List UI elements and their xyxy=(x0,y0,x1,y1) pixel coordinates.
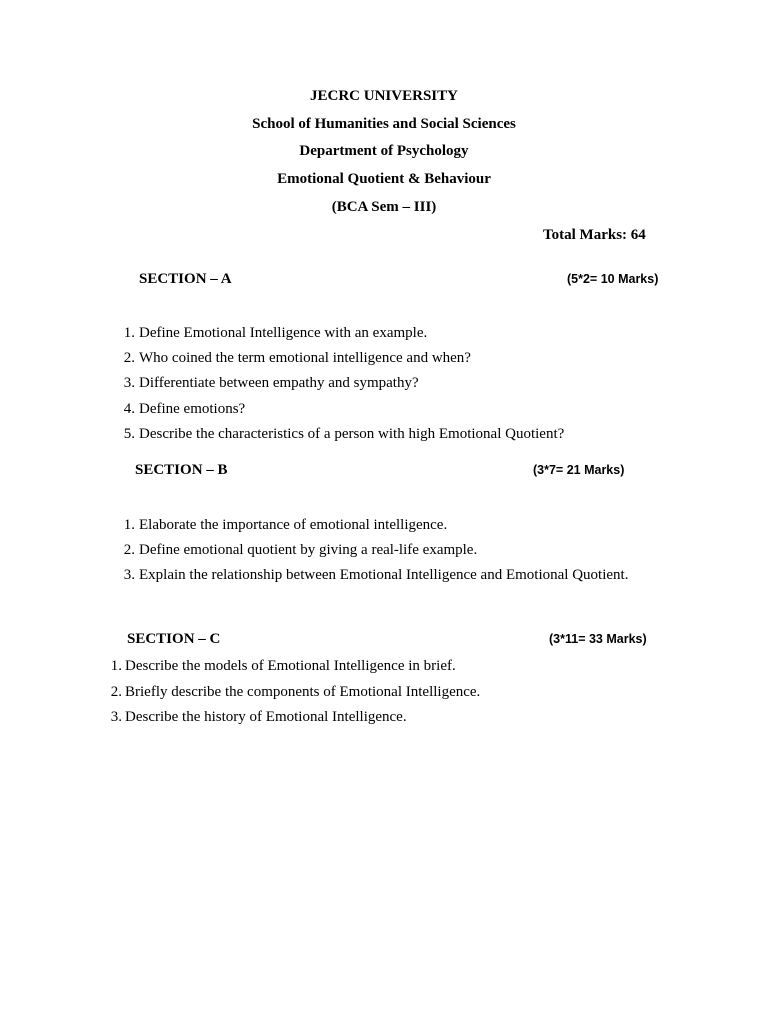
question-text: Who coined the term emotional intelligence and when? xyxy=(139,350,471,367)
section-c-questions xyxy=(102,654,722,731)
university-name: JECRC UNIVERSITY xyxy=(310,88,458,104)
question-item xyxy=(115,513,735,538)
question-text: Describe the characteristics of a person with high Emotional Quotient? xyxy=(139,425,565,442)
question-item xyxy=(115,371,715,396)
section-a-questions xyxy=(115,321,715,447)
question-item xyxy=(115,346,715,371)
question-number: 1. xyxy=(123,325,135,341)
section-b-title: SECTION – B xyxy=(135,462,228,478)
department-name: Department of Psychology xyxy=(299,143,469,159)
question-number: 1. xyxy=(110,658,122,674)
question-text: Define Emotional Intelligence with an example. xyxy=(139,325,428,341)
section-b-questions xyxy=(115,513,735,589)
question-number: 4. xyxy=(123,400,135,417)
question-text: Define emotional quotient by giving a real-life example. xyxy=(139,542,478,559)
question-number: 2. xyxy=(123,350,135,367)
question-number: 1. xyxy=(123,517,135,533)
total-marks: Total Marks: 64 xyxy=(543,227,646,243)
question-item xyxy=(115,397,715,422)
question-item xyxy=(102,705,722,731)
question-number: 5. xyxy=(123,425,135,442)
question-number: 3. xyxy=(110,709,122,725)
question-item xyxy=(102,680,722,706)
section-b-marks: (3*7= 21 Marks) xyxy=(533,463,625,477)
question-text: Differentiate between empathy and sympathy? xyxy=(139,375,419,392)
question-item xyxy=(115,563,735,588)
question-text: Briefly describe the components of Emotional Intelligence. xyxy=(125,683,481,700)
question-item xyxy=(102,654,722,680)
question-text: Describe the models of Emotional Intelligence in brief. xyxy=(125,658,456,674)
section-a-marks: (5*2= 10 Marks) xyxy=(567,272,659,286)
section-a-title: SECTION – A xyxy=(139,271,232,287)
question-number: 3. xyxy=(123,375,135,392)
course-title: Emotional Quotient & Behaviour xyxy=(277,171,491,187)
question-item xyxy=(115,321,715,346)
section-c-title: SECTION – C xyxy=(127,631,221,647)
school-name: School of Humanities and Social Sciences xyxy=(252,116,516,132)
question-number: 2. xyxy=(110,683,122,700)
question-item xyxy=(115,538,735,563)
program-name: (BCA Sem – III) xyxy=(331,199,437,215)
question-number: 2. xyxy=(123,542,135,559)
question-item xyxy=(115,422,715,447)
question-text: Describe the history of Emotional Intelligence. xyxy=(125,709,407,725)
question-text: Explain the relationship between Emotional Intelligence and Emotional Quotient. xyxy=(139,567,629,584)
question-text: Define emotions? xyxy=(139,400,246,417)
section-c-marks: (3*11= 33 Marks) xyxy=(549,632,647,646)
question-text: Elaborate the importance of emotional intelligence. xyxy=(139,517,448,533)
question-number: 3. xyxy=(123,567,135,584)
